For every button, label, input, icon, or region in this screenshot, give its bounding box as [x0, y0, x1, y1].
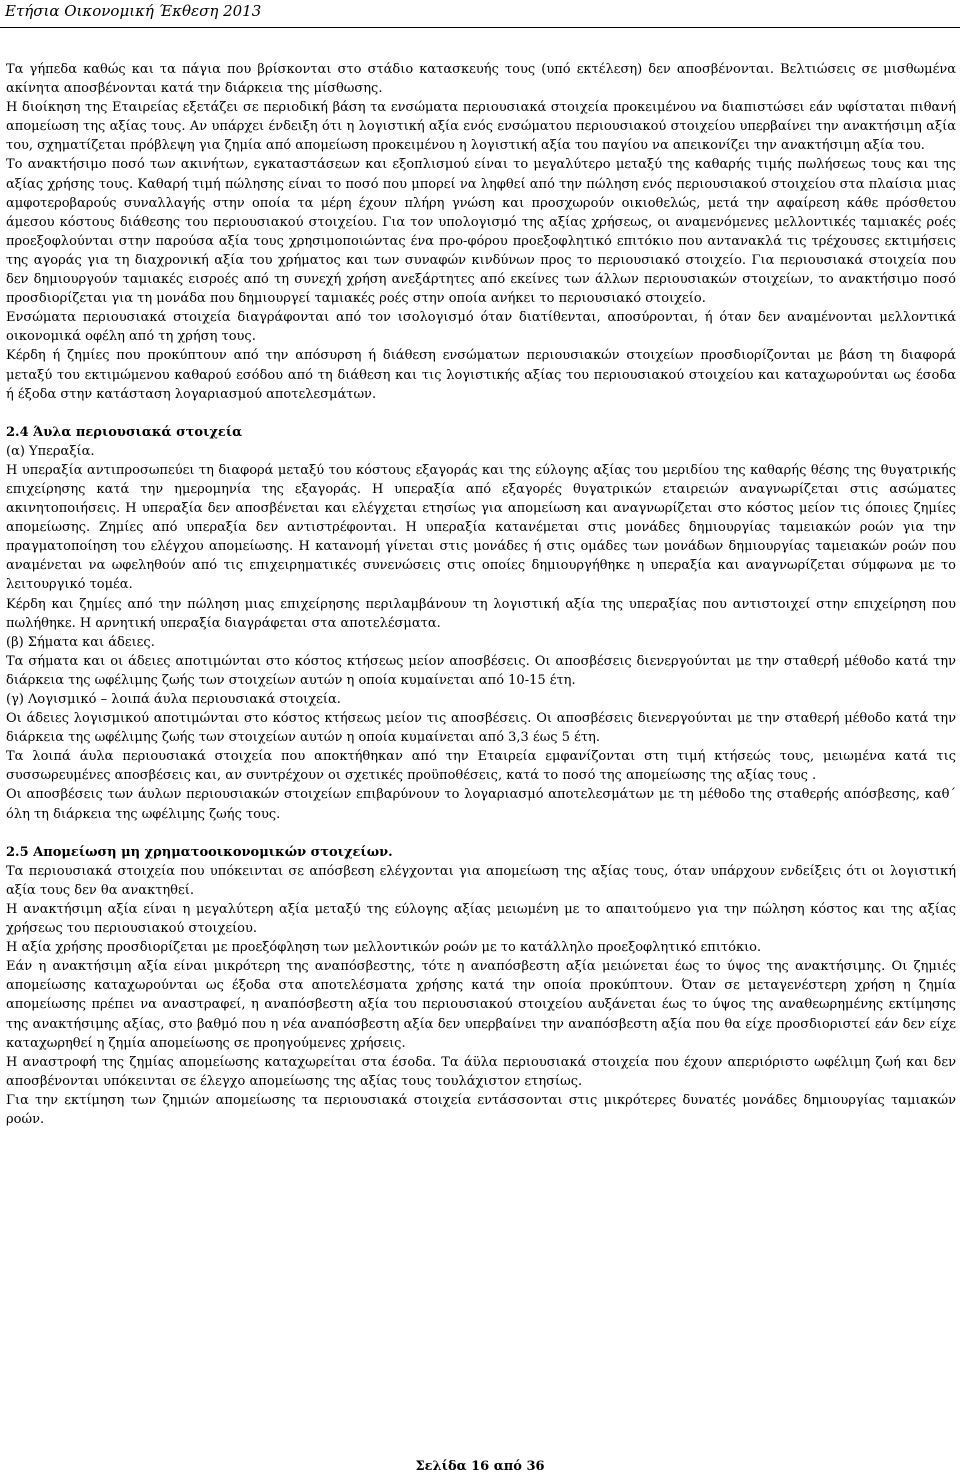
paragraph: Τα γήπεδα καθώς και τα πάγια που βρίσκονται στο στάδιο κατασκευής τους (υπό εκτέλεση) δεν αποσβένονται. Βελτιώσεις σε μισθωμένα ακίνητα αποσβένονται κατά την διάρκεια της μίσθωσης. [6, 62, 956, 97]
paragraph: Τα σήματα και οι άδειες αποτιμώνται στο κόστος κτήσεως μείον αποσβέσεις. Οι αποσβέσεις διενεργούνται με την σταθερή μέθοδο κατά την διάρκεια της ωφέλιμης ζωής των στοιχείων αυτών η οποία κυμαίνεται από 10-15 έτη. [6, 653, 956, 688]
paragraph: Τα λοιπά άυλα περιουσιακά στοιχεία που αποκτήθηκαν από την Εταιρεία εμφανίζονται στη τιμή κτήσεώς τους, μειωμένα κατά τις συσσωρευμένες αποσβέσεις και, αν συντρέχουν οι σχετικές προϋποθέσεις, κατά το ποσό της απομείωσης της αξίας τους . [6, 749, 956, 784]
paragraph: Η αξία χρήσης προσδιορίζεται με προεξόφληση των μελλοντικών ροών με το κατάλληλο προεξοφλητικό επιτόκιο. [6, 940, 762, 956]
paragraph: Το ανακτήσιμο ποσό των ακινήτων, εγκαταστάσεων και εξοπλισμού είναι το μεγαλύτερο μεταξύ της καθαρής τιμής πωλήσεως τους και της αξίας χρήσης τους. Καθαρή τιμή πώλησης είναι το ποσό που μπορεί να ληφθεί από την πώληση ενός περιουσιακού στοιχείου στα πλαίσια μιας αμφοτεροβαρούς συναλλαγής στην οποία τα μέρη έχουν πλήρη γνώση και προσχωρούν οικιοθελώς, μετά την αφαίρεση κάθε πρόσθετου άμεσου κόστους διάθεσης του περιουσιακού στοιχείου. Για τον υπολογισμό της αξίας χρήσεως, οι αναμενόμενες μελλοντικές ταμιακές ροές προεξοφλούνται στην παρούσα αξία τους χρησιμοποιώντας ένα προ-φόρου προεξοφλητικό επιτόκιο που αντανακλά τις τρέχουσες εκτιμήσεις της αγοράς για τη διαχρονική αξία του χρήματος και των συναφών κινδύνων προς το περιουσιακό στοιχείο. Για περιουσιακά στοιχεία που δεν δημιουργούν ταμιακές εισροές από τη συνεχή χρήση ανεξάρτητες από εκείνες των άλλων περιουσιακών στοιχείων, το ανακτήσιμο ποσό προσδιορίζεται για τη μονάδα που δημιουργεί ταμιακές ροές στην οποία ανήκει το περιουσιακό στοιχείο. [6, 157, 956, 307]
subsection-label: (α) Υπεραξία. [6, 443, 95, 459]
spacer [6, 404, 956, 423]
page-number: Σελίδα 16 από 36 [415, 1459, 545, 1474]
subsection-label: (γ) Λογισμικό – λοιπά άυλα περιουσιακά στοιχεία. [6, 692, 341, 707]
paragraph: Η υπεραξία αντιπροσωπεύει τη διαφορά μεταξύ του κόστους εξαγοράς και της εύλογης αξίας του μεριδίου της καθαρής θέσης της θυγατρικής επιχείρησης κατά την ημερομηνία της εξαγοράς. Η υπεραξία από εξαγορές θυγατρικών εταιρειών αναγνωρίζεται στις ασώματες ακινητοποιήσεις. Η υπεραξία δεν αποσβένεται και ελέγχεται ετησίως για απομείωση και αναγνωρίζεται στο κόστος μείον τις όποιες ζημίες απομείωσης. Ζημίες από υπεραξία δεν αντιστρέφονται. Η υπεραξία κατανέμεται στις μονάδες δημιουργίας ταμειακών ροών για την πραγματοποίηση του ελέγχου απομείωσης. Η κατανομή γίνεται στις μονάδες ή στις ομάδες των μονάδων δημιουργίας ταμειακών ροών που αναμένεται να ωφεληθούν από τις επιχειρηματικές συνενώσεις στις οποίες δημιουργήθηκε η υπεραξία και αναγνωρίζεται σύμφωνα με το λειτουργικό τομέα. [6, 462, 956, 593]
paragraph: Κέρδη και ζημίες από την πώληση μιας επιχείρησης περιλαμβάνουν τη λογιστική αξία της υπεραξίας που αντιστοιχεί στην επιχείρηση που πωλήθηκε. Η αρνητική υπεραξία διαγράφεται στα αποτελέσματα. [6, 596, 956, 631]
subsection-label: (β) Σήματα και άδειες. [6, 634, 155, 650]
report-header-title: Ετήσια Οικονομική Έκθεση 2013 [5, 2, 262, 20]
paragraph: Για την εκτίμηση των ζημιών απομείωσης τα περιουσιακά στοιχεία εντάσσονται στις μικρότερες δυνατές μονάδες δημιουργίας ταμιακών ροών. [6, 1092, 956, 1127]
paragraph: Ενσώματα περιουσιακά στοιχεία διαγράφονται από τον ισολογισμό όταν διατίθενται, αποσύρονται, ή όταν δεν αναμένονται μελλοντικά οικονομικά οφέλη από τη χρήση τους. [6, 310, 956, 345]
paragraph: Εάν η ανακτήσιμη αξία είναι μικρότερη της αναπόσβεστης, τότε η αναπόσβεστη αξία μειώνεται έως το ύψος της ανακτήσιμης. Οι ζημιές απομείωσης καταχωρούνται ως έξοδα στα αποτελέσματα χρήσης κατά την οποία προκύπτουν. Όταν σε μεταγενέστερη χρήση η ζημία απομείωσης πρέπει να αναστραφεί, η αναπόσβεστη αξία του περιουσιακού στοιχείου αυξάνεται έως το ύψος της αναθεωρημένης εκτίμησης της ανακτήσιμης αξίας, στο βαθμό που η νέα αναπόσβεστη αξία δεν υπερβαίνει την αναπόσβεστη αξία που θα είχε προσδιοριστεί εάν δεν είχε καταχωρηθεί η ζημία απομείωσης σε προηγούμενες χρήσεις. [6, 959, 956, 1051]
header-divider [0, 27, 960, 28]
section-heading-2-5: 2.5 Απομείωση μη χρηματοοικονομικών στοιχείων. [6, 844, 393, 860]
section-heading-2-4: 2.4 Άυλα περιουσιακά στοιχεία [6, 424, 243, 440]
paragraph: Τα περιουσιακά στοιχεία που υπόκεινται σε απόσβεση ελέγχονται για απομείωση της αξίας τους, όταν υπάρχουν ενδείξεις ότι οι λογιστική αξία τους δεν θα ανακτηθεί. [6, 863, 956, 898]
paragraph: Η αναστροφή της ζημίας απομείωσης καταχωρείται στα έσοδα. Τα άϋλα περιουσιακά στοιχεία που έχουν απεριόριστο ωφέλιμη ζωή και δεν αποσβένονται υπόκεινται σε έλεγχο απομείωσης της αξίας τους τουλάχιστον ετησίως. [6, 1054, 956, 1089]
paragraph: Κέρδη ή ζημίες που προκύπτουν από την απόσυρση ή διάθεση ενσώματων περιουσιακών στοιχείων προσδιορίζονται με βάση τη διαφορά μεταξύ του εκτιμώμενου καθαρού εσόδου από τη διάθεση και τις λογιστικής αξίας του περιουσιακού στοιχείου και καταχωρούνται ως έσοδα ή έξοδα στην κατάσταση λογαριασμού αποτελεσμάτων. [6, 348, 956, 402]
document-body [6, 60, 956, 1129]
spacer [6, 824, 956, 843]
paragraph: Οι άδειες λογισμικού αποτιμώνται στο κόστος κτήσεως μείον τις αποσβέσεις. Οι αποσβέσεις διενεργούνται με την σταθερή μέθοδο κατά την διάρκεια της ωφέλιμης ζωής των στοιχείων αυτών η οποία κυμαίνεται από 3,3 έως 5 έτη. [6, 711, 956, 746]
paragraph: Οι αποσβέσεις των άυλων περιουσιακών στοιχείων επιβαρύνουν το λογαριασμό αποτελεσμάτων με τη μέθοδο της σταθερής απόσβεσης, καθ΄ όλη τη διάρκεια της ωφέλιμης ζωής τους. [6, 787, 956, 822]
paragraph: Η διοίκηση της Εταιρείας εξετάζει σε περιοδική βάση τα ενσώματα περιουσιακά στοιχεία προκειμένου να διαπιστώσει εάν υφίσταται πιθανή απομείωση της αξίας τους. Αν υπάρχει ένδειξη ότι η λογιστική αξία ενός ενσώματου περιουσιακού στοιχείου υπερβαίνει την ανακτήσιμη αξία του, σχηματίζεται πρόβλεψη για ζημία από απομείωση προκειμένου η λογιστική αξία του παγίου να απεικονίζει την ανακτήσιμη αξία του. [6, 100, 956, 154]
paragraph: Η ανακτήσιμη αξία είναι η μεγαλύτερη αξία μεταξύ της εύλογης αξίας μειωμένη με το απαιτούμενο για την πώληση κόστος και της αξίας χρήσεως του περιουσιακού στοιχείου. [6, 901, 956, 937]
